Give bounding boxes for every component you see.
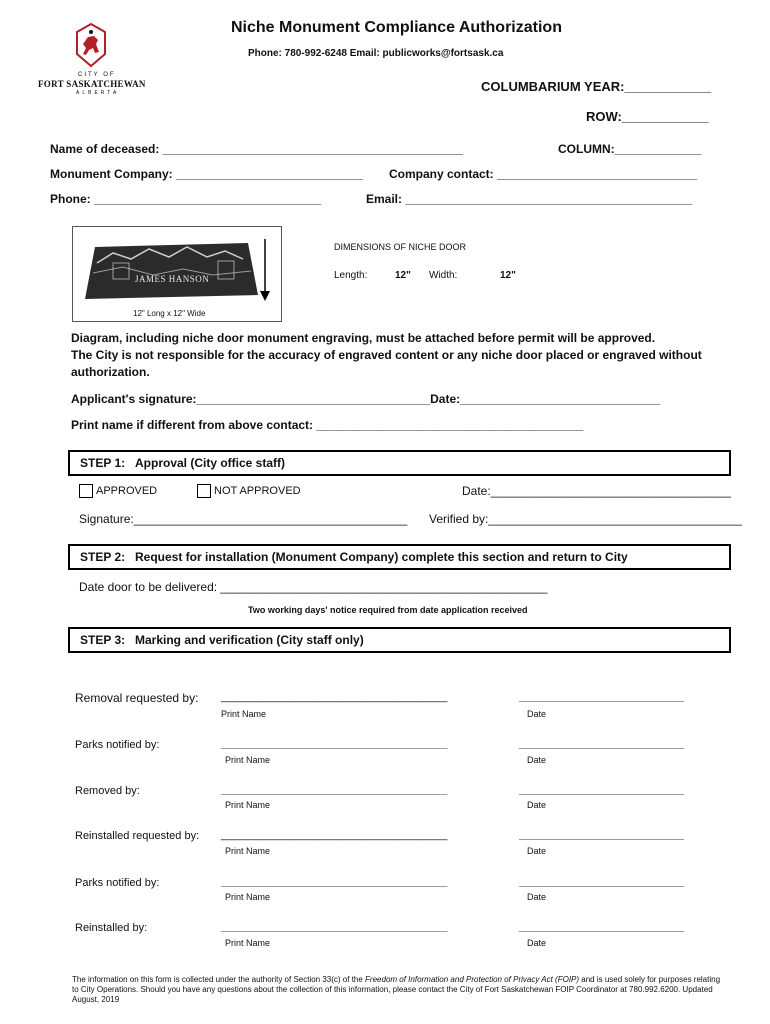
not-approved-label: NOT APPROVED xyxy=(214,485,301,497)
columbarium-year-field[interactable]: COLUMBARIUM YEAR:____________ xyxy=(481,79,712,94)
diagram-caption: 12" Long x 12" Wide xyxy=(133,309,206,318)
row-field[interactable]: ROW:____________ xyxy=(586,109,709,124)
print-name-line[interactable]: _____________________________________ xyxy=(221,921,448,933)
foip-text-1: The information on this form is collected under the authority of Section 33(c) of the xyxy=(72,975,366,984)
date-line[interactable]: ___________________________ xyxy=(519,738,685,750)
page-title: Niche Monument Compliance Authorization xyxy=(231,19,562,36)
row-label: Reinstalled requested by: xyxy=(75,830,200,842)
step1-box xyxy=(68,450,731,476)
step2-title: Request for installation (Monument Company) complete this section and return to City xyxy=(135,550,628,564)
phone-field[interactable]: Phone: __________________________________ xyxy=(50,192,321,206)
date-line[interactable]: ___________________________ xyxy=(519,691,685,703)
foip-notice xyxy=(72,975,722,1005)
row-label: Removed by: xyxy=(75,785,140,797)
print-name-line[interactable]: _____________________________________ xyxy=(221,876,448,888)
print-name-line[interactable]: _____________________________________ xyxy=(221,784,448,796)
width-value: 12" xyxy=(500,270,516,281)
plaque-name: JAMES HANSON xyxy=(135,274,210,284)
print-name-line[interactable]: _____________________________________ xyxy=(221,691,448,703)
step1-label: STEP 1: xyxy=(80,456,126,470)
row-label: Removal requested by: xyxy=(75,691,199,705)
step3-box xyxy=(68,627,731,653)
logo-line1: CITY OF xyxy=(78,72,116,78)
date-caption: Date xyxy=(527,938,547,948)
crest-icon xyxy=(50,22,132,72)
width-label: Width: xyxy=(429,270,458,281)
row-label: Parks notified by: xyxy=(75,877,160,889)
step3-label: STEP 3: xyxy=(80,633,126,647)
length-value: 12" xyxy=(395,270,411,281)
plaque-image xyxy=(83,233,263,299)
contact-line: Phone: 780-992-6248 Email: publicworks@fortsask.ca xyxy=(248,48,504,59)
print-name-line[interactable]: _____________________________________ xyxy=(221,829,448,841)
foip-text-2: and is used solely for purposes relating to City Operations. Should you have any questions about the collection of this information, please contact the City of Fort Saskatchewan FOIP Coordinator at 780.992.6200. Updated August, 2019 xyxy=(72,975,721,1004)
date-caption: Date xyxy=(527,800,547,810)
print-name-field[interactable]: Print name if different from above contact: ________________________________________ xyxy=(71,418,584,432)
date-caption: Date xyxy=(527,755,547,765)
print-name-line[interactable]: _____________________________________ xyxy=(221,738,448,750)
column-field[interactable]: COLUMN:_____________ xyxy=(558,142,702,156)
length-label: Length: xyxy=(334,270,368,281)
dimensions-title: DIMENSIONS OF NICHE DOOR xyxy=(334,242,467,252)
print-name-caption: Print Name xyxy=(221,709,267,719)
date-caption: Date xyxy=(527,892,547,902)
row-label: Reinstalled by: xyxy=(75,922,148,934)
notice-line3: authorization. xyxy=(71,365,150,379)
logo-line2: FORT SASKATCHEWAN xyxy=(38,79,146,89)
email-field[interactable]: Email: ___________________________________________ xyxy=(366,192,693,206)
approved-checkbox[interactable] xyxy=(79,484,93,498)
step1-title: Approval (City office staff) xyxy=(135,456,286,470)
date-line[interactable]: ___________________________ xyxy=(519,784,685,796)
print-name-caption: Print Name xyxy=(225,938,271,948)
date-caption: Date xyxy=(527,846,547,856)
notice-line2: The City is not responsible for the accuracy of engraved content or any niche door placed or engraved without xyxy=(71,348,702,362)
approved-label: APPROVED xyxy=(96,485,158,497)
applicant-signature-field[interactable]: Applicant's signature:___________________________________Date:______________________________ xyxy=(71,392,661,406)
niche-door-diagram xyxy=(72,226,282,322)
deceased-name-field[interactable]: Name of deceased: _____________________________________________ xyxy=(50,142,464,156)
not-approved-checkbox[interactable] xyxy=(197,484,211,498)
date-caption: Date xyxy=(527,709,547,719)
step1-signature-field[interactable]: Signature:_________________________________________ xyxy=(79,512,408,526)
print-name-caption: Print Name xyxy=(225,755,271,765)
step1-date-field[interactable]: Date:____________________________________ xyxy=(462,484,731,498)
company-contact-field[interactable]: Company contact: ______________________________ xyxy=(389,167,698,181)
date-line[interactable]: ___________________________ xyxy=(519,829,685,841)
notice-line1: Diagram, including niche door monument engraving, must be attached before permit will be approved. xyxy=(71,331,656,345)
date-line[interactable]: ___________________________ xyxy=(519,921,685,933)
foip-act-name: Freedom of Information and Protection of Privacy Act (FOIP) xyxy=(365,975,580,984)
arrow-down-icon xyxy=(259,237,271,303)
step2-label: STEP 2: xyxy=(80,550,126,564)
delivery-date-field[interactable]: Date door to be delivered: _________________________________________________ xyxy=(79,580,548,594)
print-name-caption: Print Name xyxy=(225,892,271,902)
row-label: Parks notified by: xyxy=(75,739,160,751)
step2-box xyxy=(68,544,731,570)
date-line[interactable]: ___________________________ xyxy=(519,876,685,888)
city-logo xyxy=(38,22,146,96)
notice-two-days: Two working days' notice required from date application received xyxy=(248,605,528,615)
print-name-caption: Print Name xyxy=(225,800,271,810)
print-name-caption: Print Name xyxy=(225,846,271,856)
step3-title: Marking and verification (City staff only) xyxy=(135,633,364,647)
logo-line3: ALBERTA xyxy=(76,90,120,96)
monument-company-field[interactable]: Monument Company: ____________________________ xyxy=(50,167,363,181)
verified-by-field[interactable]: Verified by:______________________________________ xyxy=(429,512,742,526)
